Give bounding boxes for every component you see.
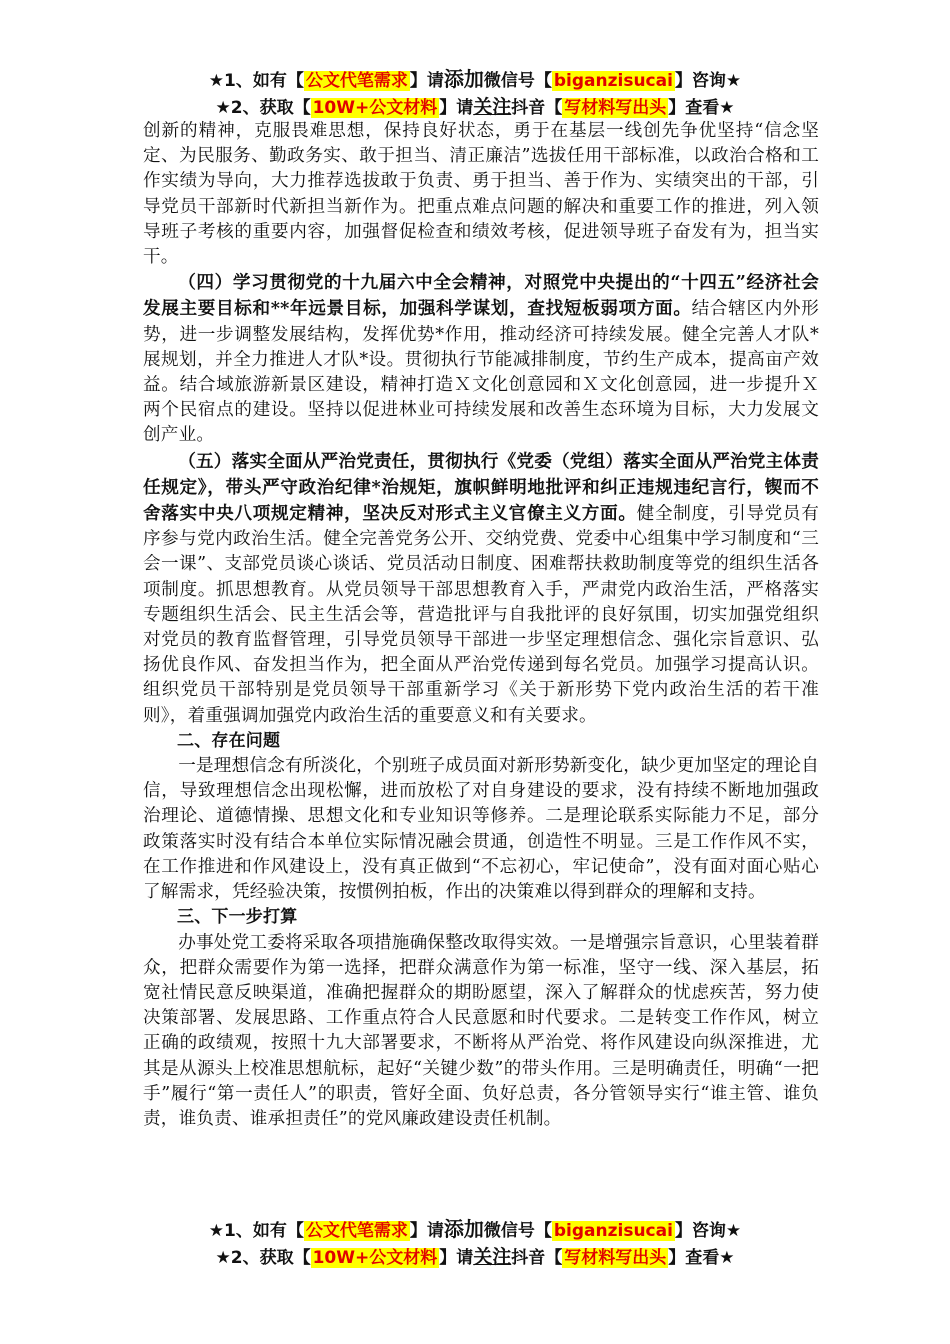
promo-line-1	[0, 66, 950, 94]
chapter-heading: 二、存在问题	[177, 730, 281, 751]
promo-text: ★2、获取【	[215, 1248, 311, 1268]
promo-text: ★1、如有【	[208, 1221, 304, 1241]
paragraph	[143, 449, 819, 729]
emphasis-text: 添加	[443, 67, 484, 91]
promo-text: 】请	[409, 1221, 444, 1241]
paragraph	[143, 270, 819, 448]
promo-line-2	[0, 94, 950, 121]
highlight-text: 10W+公文材料	[312, 98, 438, 118]
highlight-text: 10W+公文材料	[312, 1248, 438, 1268]
promo-line-1	[0, 1216, 950, 1244]
promo-text: 】请	[409, 71, 444, 91]
douyin-account: 写材料写出头	[564, 1248, 667, 1268]
promo-text: 抖音【	[511, 98, 563, 118]
paragraph: 创新的精神，克服畏难思想，保持良好状态，勇于在基层一线创先争优坚持“信念坚定、为民服务、勤政务实、敢于担当、清正廉洁”选拔任用干部标准，以政治合格和工作实绩为导向，大力推荐选拔敢于负责、勇于担当、善于作为、实绩突出的干部，引导党员干部新时代新担当新作为。把重点难点问题的解决和重要工作的推进，列入领导班子考核的重要内容，加强督促检查和绩效考核，促进领导班子奋发有为，担当实干。	[143, 121, 819, 268]
promo-text: 】请	[439, 1248, 474, 1268]
section-heading: （五）落实全面从严治党责任，贯彻执行《党委（党组）落实全面从严治党主体责任规定》，带头严守政治纪律*治规矩，旗帜鲜明地批评和纠正违规违纪言行，锲而不舍落实中央八项规定精神，坚决反对形式主义官僚主义方面。	[143, 450, 819, 525]
promo-text: 抖音【	[511, 1248, 563, 1268]
wechat-id: biganzisucai	[553, 71, 673, 91]
document-body	[143, 119, 819, 1132]
paragraph-text: 健全制度，引导党员有序参与党内政治生活。健全完善党务公开、交纳党费、党委中心组集中学习制度和“三会一课”、支部党员谈心谈话、党员活动日制度、困难帮扶救助制度等党的组织生活各项制度。抓思想教育。从党员领导干部思想教育入手，严肃党内政治生活，严格落实专题组织生活会、民主生活会等，营造批评与自我批评的良好氛围，切实加强党组织对党员的教育监督管理，引导党员领导干部进一步坚定理想信念、强化宗旨意识、弘扬优良作风、奋发担当作为，把全面从严治党传递到每名党员。加强学习提高认识。组织党员干部特别是党员领导干部重新学习《关于新形势下党内政治生活的若干准则》，着重强调加强党内政治生活的重要意义和有关要求。	[143, 504, 819, 726]
section-heading: （四）学习贯彻党的十九届六中全会精神，对照党中央提出的“十四五”经济社会发展主要目标和**年远景目标，加强科学谋划，查找短板弱项方面。	[143, 272, 819, 320]
promo-banner-top	[0, 66, 950, 121]
emphasis-text: 关注	[473, 1246, 512, 1268]
wechat-id: biganzisucai	[553, 1221, 673, 1241]
promo-text: ★2、获取【	[215, 98, 311, 118]
promo-text: 微信号【	[483, 71, 552, 91]
emphasis-text: 关注	[473, 96, 512, 118]
paragraph-text: 结合辖区内外形势，进一步调整发展结构，发挥优势*作用，推动经济可持续发展。健全完善人才队*展规划，并全力推进人才队*设。贯彻执行节能减排制度，节约生产成本，提高亩产效益。结合域旅游新景区建设，精神打造Ｘ文化创意园和Ｘ文化创意园，进一步提升Ｘ两个民宿点的建设。坚持以促进林业可持续发展和改善生态环境为目标，大力发展文创产业。	[143, 299, 819, 446]
promo-text: 】查看★	[668, 1248, 735, 1268]
emphasis-text: 添加	[443, 1217, 484, 1241]
highlight-text: 公文代笔需求	[305, 1221, 408, 1241]
paragraph: 办事处党工委将采取各项措施确保整改取得实效。一是增强宗旨意识，心里装着群众，把群众需要作为第一选择，把群众满意作为第一标准，坚守一线、深入基层，拓宽社情民意反映渠道，准确把握群众的期盼愿望，深入了解群众的忧虑疾苦，努力使决策部署、发展思路、工作重点符合人民意愿和时代要求。二是转变工作作风，树立正确的政绩观，按照十九大部署要求，不断将从严治党、将作风建设向纵深推进，尤其是从源头上校准思想航标，起好“关键少数”的带头作用。三是明确责任，明确“一把手”履行“第一责任人”的职责，管好全面、负好总责，各分管领导实行“谁主管、谁负责，谁负责、谁承担责任”的党风廉政建设责任机制。	[143, 932, 819, 1129]
promo-text: ★1、如有【	[208, 71, 304, 91]
paragraph: 一是理想信念有所淡化，个别班子成员面对新形势新变化，缺少更加坚定的理论自信，导致理想信念出现松懈，进而放松了对自身建设的要求，没有持续不断地加强政治理论、道德情操、思想文化和专业知识等修养。二是理论联系实际能力不足，部分政策落实时没有结合本单位实际情况融会贯通，创造性不明显。三是工作作风不实，在工作推进和作风建设上，没有真正做到“不忘初心，牢记使命”，没有面对面心贴心了解需求，凭经验决策，按惯例拍板，作出的决策难以得到群众的理解和支持。	[143, 756, 819, 903]
promo-text: 微信号【	[483, 1221, 552, 1241]
promo-banner-bottom	[0, 1216, 950, 1271]
highlight-text: 公文代笔需求	[305, 71, 408, 91]
douyin-account: 写材料写出头	[564, 98, 667, 118]
promo-text: 】咨询★	[674, 1221, 742, 1241]
promo-line-2	[0, 1244, 950, 1271]
promo-text: 】查看★	[668, 98, 735, 118]
promo-text: 】请	[439, 98, 474, 118]
promo-text: 】咨询★	[674, 71, 742, 91]
chapter-heading: 三、下一步打算	[177, 907, 298, 928]
